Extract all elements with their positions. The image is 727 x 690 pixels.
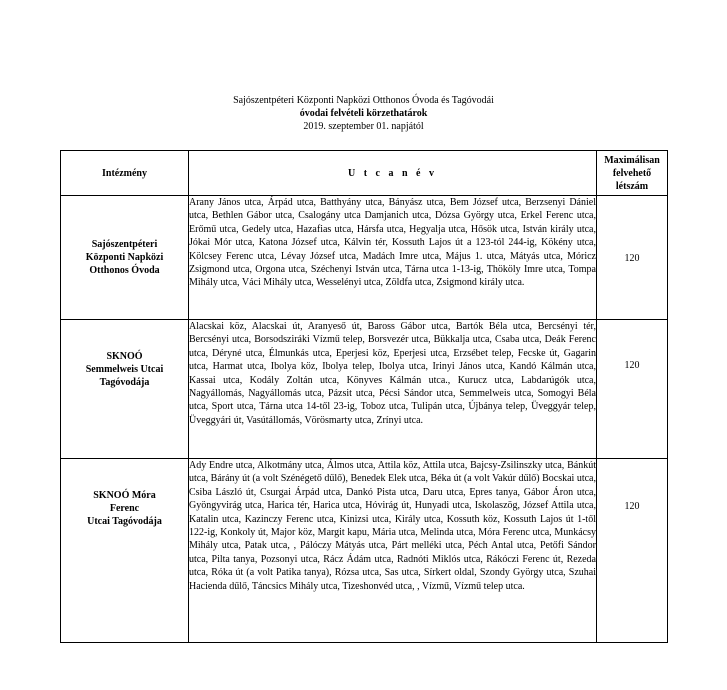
capacity-header-line: felvehető bbox=[612, 167, 652, 179]
column-header-institution: Intézmény bbox=[61, 151, 189, 196]
table-row bbox=[61, 459, 668, 643]
streets-cell: Ady Endre utca, Alkotmány utca, Álmos utca, Attila köz, Attila utca, Bajcsy-Zsilinszky utca, Bánkút utca, Bárány út (a volt Szénégető dűlő), Benedek Elek utca, Béka út (a volt Vakúr dűlő) Bocskai utca, Csiba László út, Csurgai Árpád utca, Dankó Pista utca, Daru utca, Epres tanya, Gábor Áron utca, Gyöngyvirág utca, Harica tér, Harica utca, Hóvirág út, Hunyadi utca, Iskolaszög, József Attila utca, Katalin utca, Kazinczy Ferenc utca, Kinizsi utca, Király utca, Kossuth köz, Kossuth Lajos út 1-től 122-ig, Konkoly út, Major köz, Margit kapu, Mária utca, Melinda utca, Móra Ferenc utca, Munkácsy Mihály utca, Patak utca, , Pálóczy Mátyás utca, Párt melléki utca, Péch Antal utca, Petőfi Sándor utca, Pilta tanya, Pozsonyi utca, Rácz Ádám utca, Radnóti Miklós utca, Rákóczi Ferenc út, Rezeda utca, Róka út (a volt Patika tanya), Rózsa utca, Sas utca, Sírkert oldal, Szondy György utca, Szuhai Hacienda dűlő, Táncsics Mihály utca, Tizeshonvéd utca, , Vízmű, Vízmű telep utca. bbox=[189, 459, 597, 643]
institution-cell bbox=[61, 459, 189, 643]
capacity-cell bbox=[597, 320, 668, 459]
capacity-header-line: Maximálisan bbox=[604, 154, 660, 166]
capacity-cell bbox=[597, 196, 668, 320]
district-table bbox=[60, 150, 668, 643]
streets-cell: Alacskai köz, Alacskai út, Aranyeső út, Baross Gábor utca, Bartók Béla utca, Bercsényi tér, Bercsényi utca, Borsodsziráki Vízmű telep, Borsvezér utca, Bükkalja utca, Csaba utca, Deák Ferenc utca, Déryné utca, Élmunkás utca, Eperjesi köz, Eperjesi utca, Erzsébet telep, Fecske út, Gagarin utca, Harmat utca, Ibolya köz, Ibolya telep, Ibolya utca, Irinyi János utca, Kandó Kálmán utca, Kassai utca, Kodály Zoltán utca, Könyves Kálmán utca., Kurucz utca, Labdarúgók utca, Nagyállomás, Nagyállomás utca, Pázsit utca, Pécsi Sándor utca, Semmelweis utca, Somogyi Béla utca, Sport utca, Tárna utca 14-től 23-ig, Toboz utca, Tulipán utca, Újbánya telep, Üveggyár telep, Üveggyári út, Vasútállomás, Vörösmarty utca, Zrínyi utca. bbox=[189, 320, 597, 459]
capacity-value: 120 bbox=[624, 501, 640, 512]
capacity-value: 120 bbox=[624, 360, 640, 371]
institution-name-line: Otthonos Óvoda bbox=[89, 265, 160, 276]
column-header-capacity bbox=[597, 151, 668, 196]
header-title: Sajószentpéteri Központi Napközi Otthonos Óvoda és Tagóvodái bbox=[233, 95, 494, 106]
header-date: 2019. szeptember 01. napjától bbox=[303, 121, 424, 132]
institution-name-line: SKNOÓ Móra bbox=[93, 490, 156, 501]
document-header bbox=[60, 94, 667, 133]
institution-name-line: Utcai Tagóvodája bbox=[87, 516, 162, 527]
capacity-value: 120 bbox=[624, 253, 640, 264]
institution-name-line: Tagóvodája bbox=[99, 377, 150, 388]
institution-name-line: SKNOÓ bbox=[106, 351, 143, 362]
streets-cell: Arany János utca, Árpád utca, Batthyány utca, Bányász utca, Bem József utca, Berzsenyi Dániel utca, Bethlen Gábor utca, Csalogány utca Damjanich utca, Dózsa György utca, Erkel Ferenc utca, Erőmű utca, Gedely utca, Hazafias utca, Hársfa utca, Hegyalja utca, Hősök utca, István király utca, Jókai Mór utca, Katona József utca, Kálvin tér, Kossuth Lajos út a 123-tól 244-ig, Kökény utca, Kölcsey Ferenc utca, Lévay József utca, Madách Imre utca, Május 1. utca, Mátyás utca, Móricz Zsigmond utca, Orgona utca, Széchenyi István utca, Tárna utca 1-13-ig, Thököly Imre utca, Tompa Mihály utca, Váci Mihály utca, Wesselényi utca, Zöldfa utca, Zsigmond király utca. bbox=[189, 196, 597, 320]
table-row bbox=[61, 196, 668, 320]
institution-cell bbox=[61, 320, 189, 459]
institution-name-line: Sajószentpéteri bbox=[91, 239, 158, 250]
institution-name-line: Ferenc bbox=[109, 503, 140, 514]
table-header-row bbox=[61, 151, 668, 196]
capacity-header-line: létszám bbox=[615, 180, 649, 192]
column-header-streets: U t c a n é v bbox=[189, 151, 597, 196]
institution-cell bbox=[61, 196, 189, 320]
institution-name-line: Semmelweis Utcai bbox=[85, 364, 164, 375]
header-subtitle: óvodai felvételi körzethatárok bbox=[299, 108, 428, 119]
institution-name-line: Központi Napközi bbox=[85, 252, 164, 263]
capacity-cell bbox=[597, 459, 668, 643]
table-row bbox=[61, 320, 668, 459]
